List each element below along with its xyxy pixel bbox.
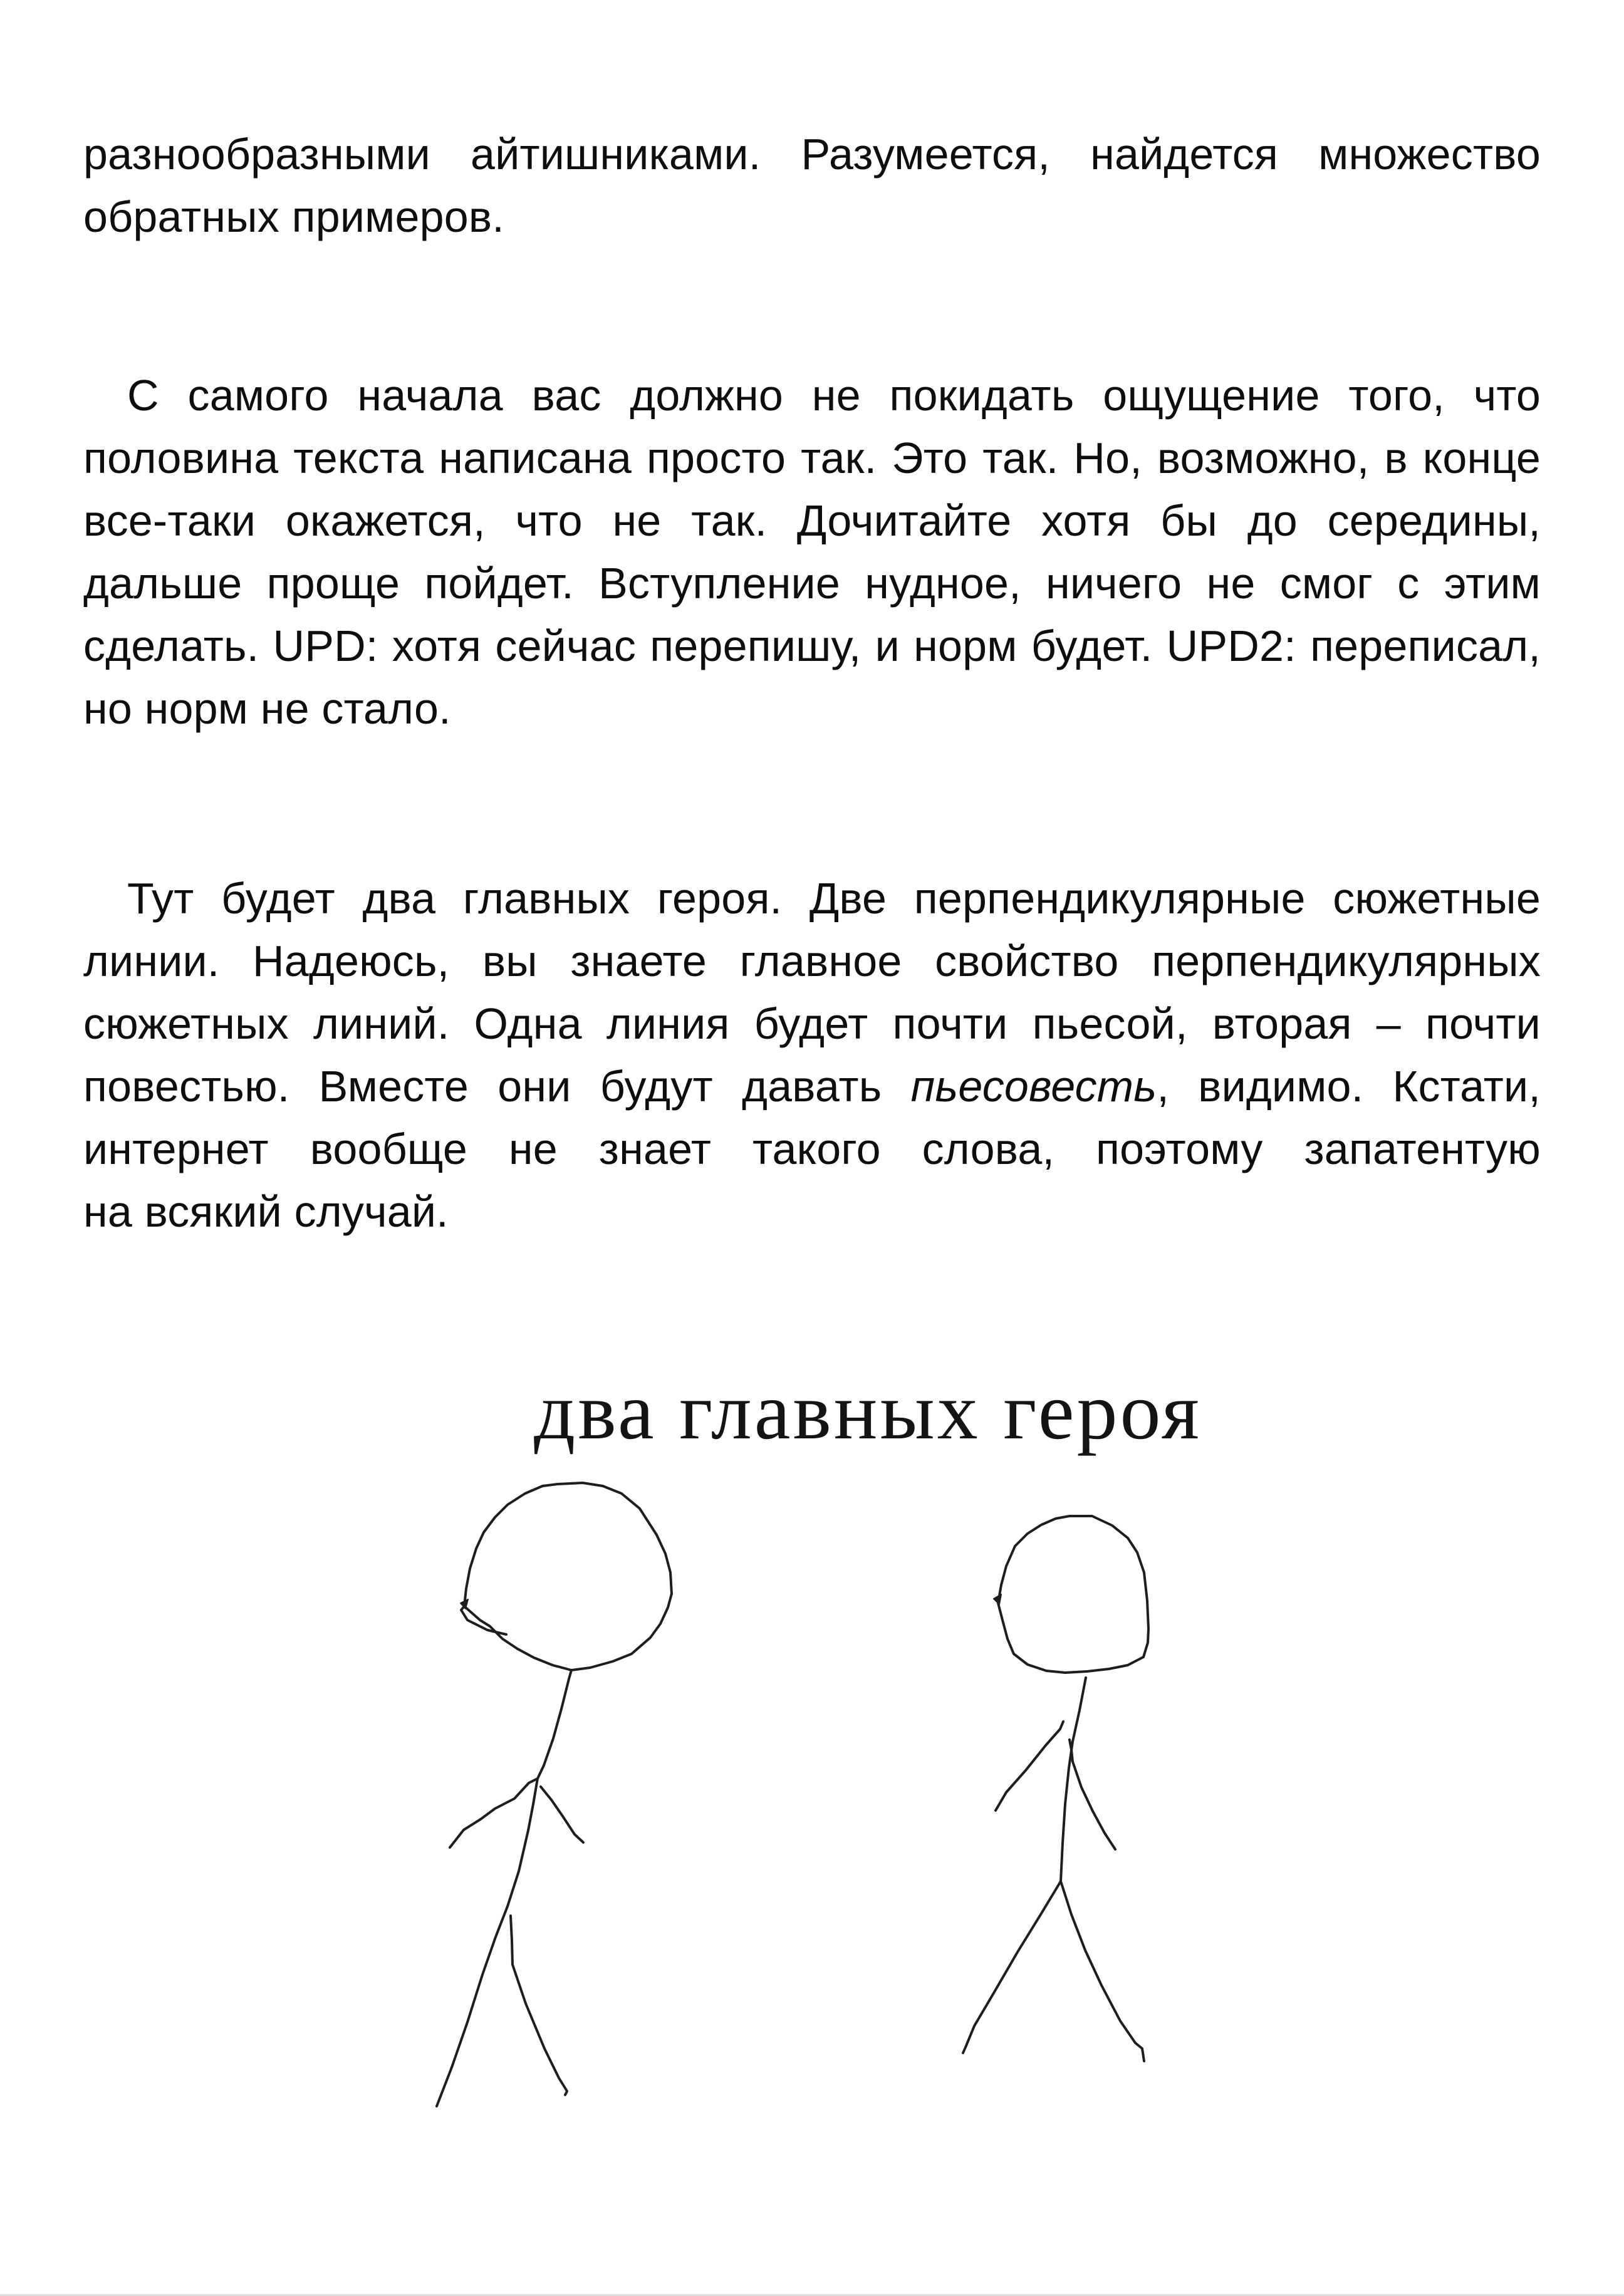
stick-figures-drawing bbox=[401, 1466, 1228, 2130]
text-line: повестью. Вместе они будут давать пьесовесть, видимо. Кстати, bbox=[83, 1062, 1541, 1111]
text-line: интернет вообще не знает такого слова, поэтому запатентую bbox=[83, 1125, 1541, 1173]
text-line: на всякий случай. bbox=[83, 1187, 449, 1236]
text-line: С самого начала вас должно не покидать ощущение того, что bbox=[127, 371, 1541, 420]
text-line: дальше проще пойдет. Вступление нудное, ничего не смог с этим bbox=[83, 559, 1541, 608]
stick-figure-left bbox=[437, 1483, 672, 2106]
right-figure-left-leg bbox=[963, 1881, 1061, 2053]
text-block bbox=[83, 123, 1541, 1243]
right-figure-notch bbox=[994, 1594, 1001, 1604]
paragraph bbox=[83, 364, 1541, 740]
stick-figure-right bbox=[963, 1516, 1148, 2061]
right-figure-left-arm bbox=[996, 1722, 1063, 1810]
text-line: Тут будет два главных героя. Две перпендикулярные сюжетные bbox=[127, 874, 1541, 923]
left-figure-left-arm bbox=[450, 1779, 538, 1847]
right-figure-right-arm bbox=[1070, 1740, 1115, 1849]
text-line: половина текста написана просто так. Это так. Но, возможно, в конце bbox=[83, 434, 1541, 482]
right-figure-torso bbox=[1061, 1678, 1086, 1881]
text-line: все-таки окажется, что не так. Дочитайте хотя бы до середины, bbox=[83, 496, 1541, 545]
text-line: сделать. UPD: хотя сейчас перепишу, и норм будет. UPD2: переписал, bbox=[83, 621, 1541, 670]
text-line: линии. Надеюсь, вы знаете главное свойство перпендикулярных bbox=[83, 937, 1541, 985]
left-figure-right-arm bbox=[541, 1787, 583, 1842]
figure-caption: два главных героя bbox=[534, 1366, 1202, 1457]
text-line: но норм не стало. bbox=[83, 684, 451, 733]
left-figure-right-leg bbox=[511, 1916, 567, 2095]
text-line: разнообразными айтишниками. Разумеется, найдется множество bbox=[83, 130, 1541, 179]
text-line: сюжетных линий. Одна линия будет почти пьесой, вторая – почти bbox=[83, 999, 1541, 1048]
left-figure-head bbox=[464, 1483, 672, 1670]
right-figure-right-leg bbox=[1061, 1881, 1144, 2061]
right-figure-head bbox=[998, 1516, 1148, 1673]
text-line: обратных примеров. bbox=[83, 192, 504, 241]
paragraph bbox=[83, 867, 1541, 1243]
left-figure-torso-left-leg bbox=[437, 1670, 571, 2106]
paragraph bbox=[83, 123, 1541, 248]
